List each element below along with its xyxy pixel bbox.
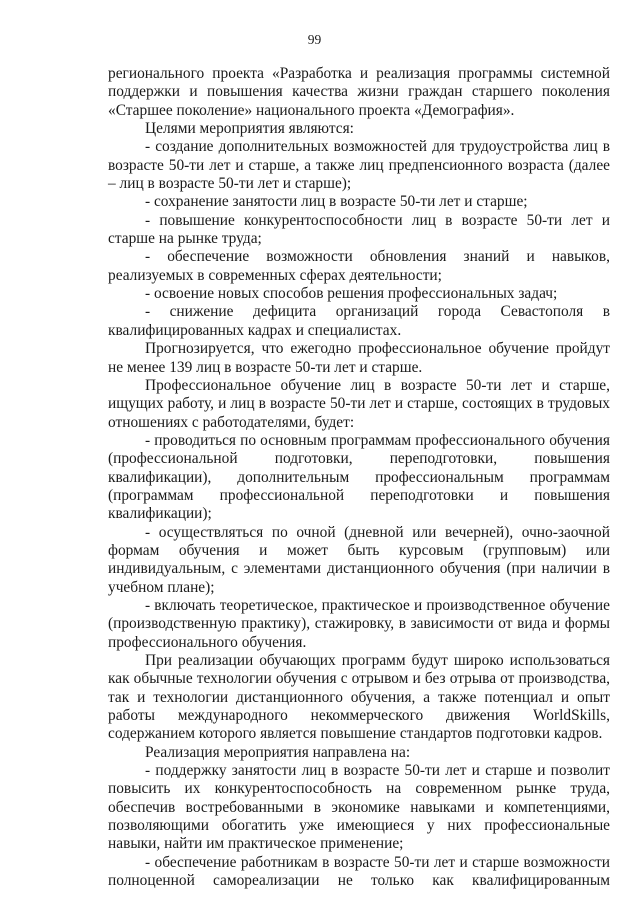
paragraph-forecast: Прогнозируется, что ежегодно профессиональное обучение пройдут не менее 139 лиц в возрасте 50-ти лет и старше. (108, 340, 610, 376)
list-item-goal: - сохранение занятости лиц в возрасте 50-ти лет и старше; (145, 193, 528, 211)
paragraph-goals-heading: Целями мероприятия являются: (145, 120, 354, 138)
list-item-goal: - повышение конкурентоспособности лиц в возрасте 50-ти лет и старше на рынке труда; (108, 211, 610, 248)
list-item-training: - проводиться по основным программам профессионального обучения (профессиональной подготовки, переподготовки, повышения квалификации), дополнительным профессиональным программам (программам профессиональной переподготовки и повышения квалификации); (108, 431, 610, 523)
paragraph-aims-heading: Реализация мероприятия направлена на: (145, 743, 411, 761)
list-item-aim-continued: - обеспечение работникам в возрасте 50-ти лет и старше возможности полноценной самореализации не только как квалифицированным (108, 853, 610, 890)
page-number: 99 (307, 32, 322, 47)
list-item-goal: - освоение новых способов решения профессиональных задач; (145, 285, 558, 303)
list-item-training: - осуществляться по очной (дневной или вечерней), очно-заочной формам обучения и может быть курсовым (групповым) или индивидуальным, с элементами дистанционного обучения (при наличии в учебном плане); (108, 523, 610, 596)
list-item-goal: - создание дополнительных возможностей для трудоустройства лиц в возрасте 50-ти лет и старше, а также лиц предпенсионного возраста (далее – лиц в возрасте 50-ти лет и старше); (108, 138, 610, 193)
list-item-training: - включать теоретическое, практическое и производственное обучение (производственную практику), стажировку, в зависимости от вида и формы профессионального обучения. (108, 596, 610, 651)
list-item-goal: - снижение дефицита организаций города Севастополя в квалифицированных кадрах и специалистах. (108, 303, 610, 339)
paragraph-training-intro: Профессиональное обучение лиц в возрасте 50-ти лет и старше, ищущих работу, и лиц в возрасте 50-ти лет и старше, состоящих в трудовых отношениях с работодателями, будет: (108, 376, 610, 431)
paragraph-technologies: При реализации обучающих программ будут широко использоваться как обычные технологии обучения с отрывом и без отрыва от производства, так и технологии дистанционного обучения, а также потенциал и опыт работы международного некоммерческого движения WorldSkills, содержанием которого является повышение стандартов подготовки кадров. (108, 652, 610, 743)
document-body (108, 65, 610, 890)
paragraph-intro-continuation: регионального проекта «Разработка и реализация программы системной поддержки и повышения качества жизни граждан старшего поколения «Старшее поколение» национального проекта «Демография». (108, 65, 610, 119)
list-item-aim: - поддержку занятости лиц в возрасте 50-ти лет и старше и позволит повысить их конкурентоспособность на современном рынке труда, обеспечив востребованными в экономике навыками и компетенциями, позволяющими обогатить уже имеющиеся у них профессиональные навыки, найти им практическое применение; (108, 762, 610, 853)
list-item-goal: - обеспечение возможности обновления знаний и навыков, реализуемых в современных сферах деятельности; (108, 248, 610, 284)
